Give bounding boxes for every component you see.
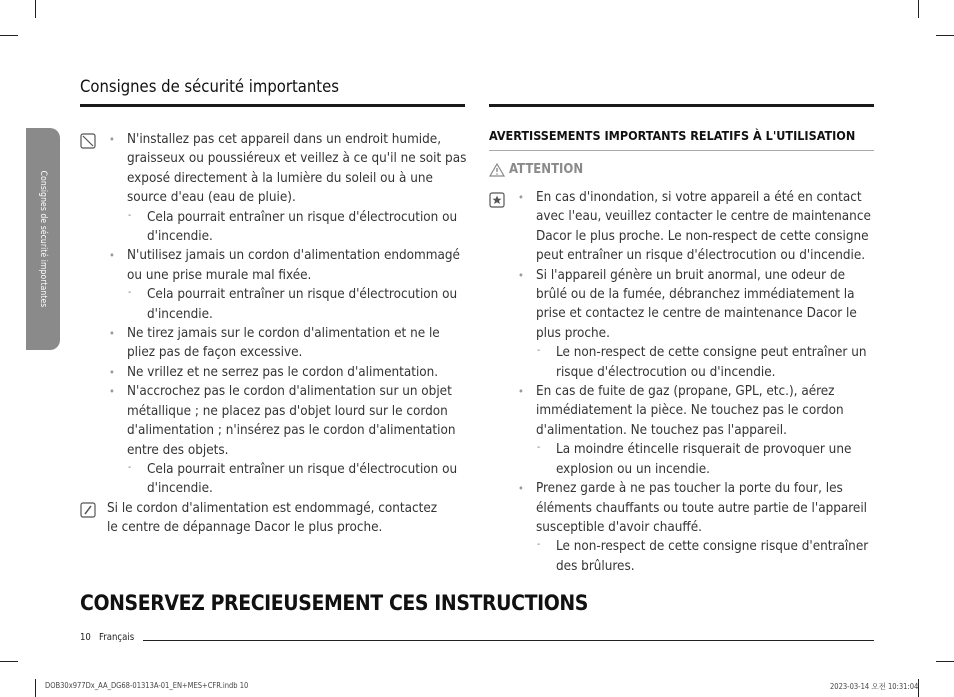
bullet-text: N'utilisez jamais un cordon d'alimentation endommagé ou une prise murale mal fixée. (127, 248, 460, 283)
sub-dash: - (537, 539, 541, 551)
footer-rule (143, 640, 874, 641)
crop-mark (35, 679, 36, 697)
sub-text: Cela pourrait entraîner un risque d'électrocution ou d'incendie. (147, 461, 458, 497)
section-rule-right (489, 104, 874, 107)
bullet-dot: • (518, 191, 524, 204)
warning-triangle-icon (489, 163, 505, 177)
page-footer (80, 632, 134, 643)
sub-item (127, 208, 467, 247)
page-title: CONSERVEZ PRECIEUSEMENT CES INSTRUCTIONS (80, 591, 588, 615)
list-item (516, 382, 872, 440)
attention-label (489, 162, 583, 177)
bullet-dot: • (518, 482, 524, 496)
heading-rule (489, 150, 874, 151)
footer-language: Français (99, 632, 135, 643)
list-item (516, 266, 872, 344)
right-column (516, 188, 872, 576)
page-number: 10 (80, 632, 91, 643)
sub-item (536, 440, 872, 479)
caution-star-icon (489, 192, 505, 208)
side-tab (26, 128, 60, 350)
print-date-info: 2023-03-14 오전 10:31:04 (830, 682, 919, 691)
sub-dash: - (128, 287, 132, 299)
bullet-dot: • (109, 327, 115, 341)
crop-mark (0, 661, 18, 662)
crop-mark (0, 35, 18, 36)
bullet-dot: • (109, 249, 115, 263)
call-note: Si le cordon d'alimentation est endommagé, contactez le centre de dépannage Dacor le plus proche. (107, 500, 438, 536)
bullet-dot: • (109, 385, 115, 399)
crop-mark (936, 35, 954, 36)
bullet-text: Si l'appareil génère un bruit anormal, une odeur de brûlé ou de la fumée, débranchez immédiatement la prise et contactez le centre de maintenance Dacor le plus proche. (536, 267, 857, 341)
sub-text: Cela pourrait entraîner un risque d'électrocution ou d'incendie. (147, 209, 458, 245)
sub-text: Cela pourrait entraîner un risque d'électrocution ou d'incendie. (147, 287, 458, 322)
sub-dash: - (128, 461, 132, 473)
no-water-icon (80, 133, 96, 149)
list-item (107, 324, 467, 363)
list-item (516, 479, 872, 537)
list-item (107, 246, 467, 285)
list-item (107, 130, 467, 208)
crop-mark (936, 661, 954, 662)
bullet-dot: • (518, 385, 524, 399)
bullet-text: En cas d'inondation, si votre appareil a été en contact avec l'eau, veuillez contacter le centre de maintenance Dacor le plus proche. Le non-respect de cette consigne peut entraîner un risque d'électrocution ou d'incendie. (536, 190, 871, 264)
list-item (107, 382, 467, 460)
section-rule-left (80, 104, 465, 107)
bullet-text: En cas de fuite de gaz (propane, GPL, etc.), aérez immédiatement la pièce. Ne touchez pas le cordon d'alimentation. Ne touchez pas l'appareil. (536, 384, 844, 438)
crop-mark (35, 0, 36, 18)
sub-dash: - (537, 442, 541, 454)
sub-text: La moindre étincelle risquerait de provoquer une explosion ou un incendie. (556, 442, 852, 477)
bullet-dot: • (109, 365, 115, 379)
print-file-info: DOB30x977Dx_AA_DG68-01313A-01_EN+MES+CFR.indb 10 (45, 681, 249, 690)
sub-text: Le non-respect de cette consigne peut entraîner un risque d'électrocution ou d'incendie. (556, 345, 867, 380)
sub-item (536, 343, 872, 382)
side-tab-label: Consignes de sécurité importantes (38, 170, 48, 308)
bullet-text: N'accrochez pas le cordon d'alimentation sur un objet métallique ; ne placez pas d'objet lourd sur le cordon d'alimentation ; n'insérez pas le cordon d'alimentation entre des objets. (127, 384, 456, 458)
bullet-dot: • (518, 268, 524, 282)
sub-item (127, 460, 467, 499)
sub-dash: - (128, 209, 132, 221)
bullet-dot: • (109, 133, 115, 146)
sub-item (536, 537, 872, 576)
sub-dash: - (537, 345, 541, 357)
list-item (516, 188, 872, 266)
section-title: Consignes de sécurité importantes (80, 77, 339, 96)
bullet-text: Ne vrillez et ne serrez pas le cordon d'alimentation. (127, 364, 439, 380)
usage-warnings-heading: AVERTISSEMENTS IMPORTANTS RELATIFS À L'UTILISATION (489, 128, 856, 143)
attention-text: ATTENTION (509, 162, 584, 177)
crop-mark (918, 0, 919, 18)
list-item (107, 363, 467, 382)
left-column (107, 130, 467, 538)
sub-text: Le non-respect de cette consigne risque d'entraîner des brûlures. (556, 539, 869, 574)
sub-item (127, 285, 467, 324)
bullet-text: N'installez pas cet appareil dans un endroit humide, graisseux ou poussiéreux et veillez à ce qu'il ne soit pas exposé directement à la lumière du soleil ou à une source d'eau (eau de pluie). (127, 132, 467, 206)
bullet-text: Ne tirez jamais sur le cordon d'alimentation et ne le pliez pas de façon excessive. (127, 326, 440, 361)
bullet-text: Prenez garde à ne pas toucher la porte du four, les éléments chauffants ou toute autre partie de l'appareil susceptible d'avoir chauffé. (536, 481, 868, 535)
call-note-icon (80, 502, 96, 518)
